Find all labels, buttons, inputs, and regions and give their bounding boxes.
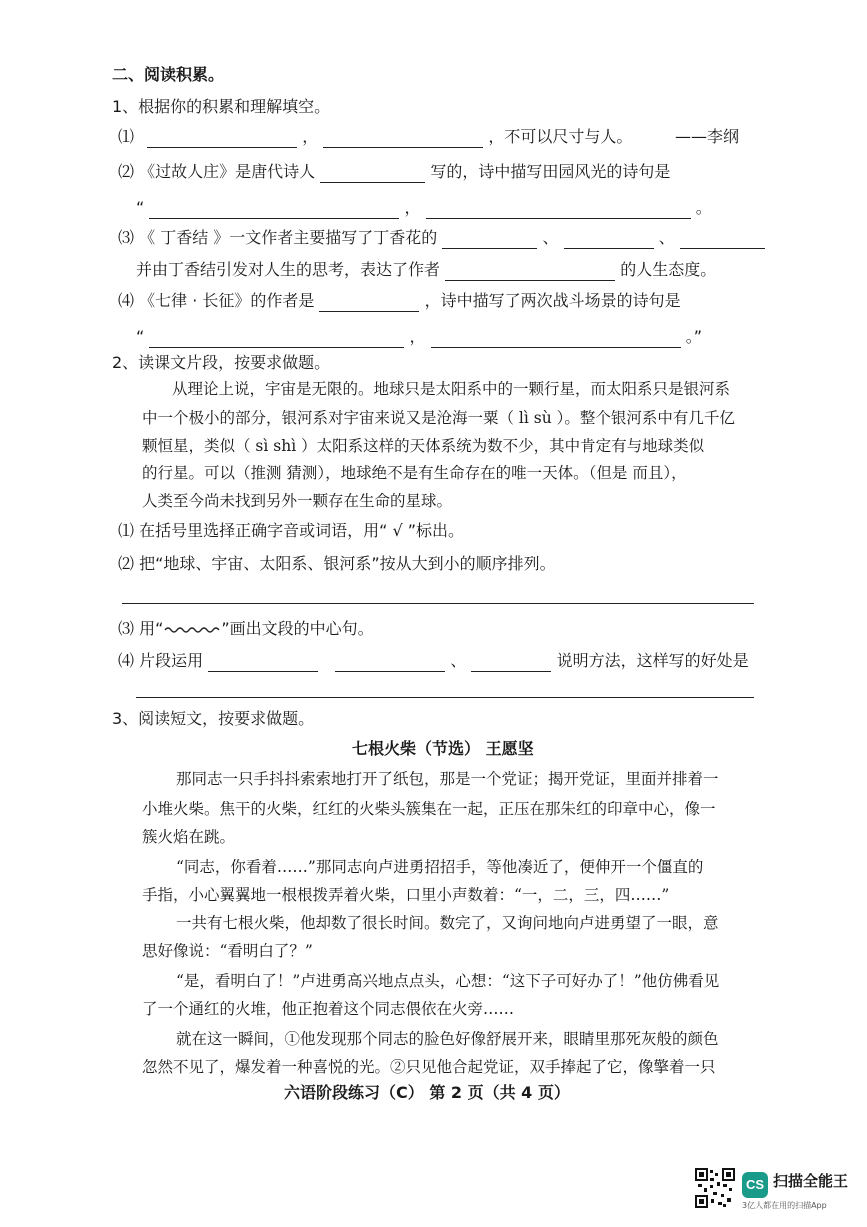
end-mark: 。 (695, 198, 712, 217)
blank[interactable] (149, 200, 399, 219)
blank[interactable] (426, 200, 691, 219)
q1-p3-text-a: 《 丁香结 》一文作者主要描写了丁香花的 (139, 228, 438, 247)
q2-sub3-a: ⑶ 用“ (118, 619, 164, 638)
article-line: 忽然不见了，爆发着一种喜悦的光。②只见他合起党证，双手捧起了它，像擎着一只 (142, 1058, 716, 1076)
article-line: 那同志一只手抖抖索索地打开了纸包，那是一个党证；揭开党证，里面并排着一 (176, 770, 719, 788)
q1-p4-text-b: ，诗中描写了两次战斗场景的诗句是 (424, 291, 681, 310)
q3-title: 3、阅读短文，按要求做题。 (112, 709, 315, 728)
page-footer: 六语阶段练习（C） 第 2 页（共 4 页） (284, 1083, 570, 1102)
separator: 、 (450, 651, 467, 670)
blank[interactable] (564, 230, 654, 249)
q2-title: 2、读课文片段，按要求做题。 (112, 353, 331, 372)
answer-line[interactable] (136, 697, 754, 698)
article-line: 小堆火柴。焦干的火柴，红红的火柴头簇集在一起，正压在那朱红的印章中心，像一 (142, 800, 716, 818)
blank[interactable] (445, 262, 615, 281)
separator: 、 (658, 228, 675, 247)
blank[interactable] (149, 329, 404, 348)
q2-passage-line: 中一个极小的部分，银河系对宇宙来说又是沧海一粟（ lì sù ）。整个银河系中有几千亿 (142, 409, 735, 427)
comma: ， (302, 127, 319, 146)
comma: ， (409, 327, 426, 346)
blank[interactable] (208, 653, 318, 672)
q1-title: 1、根据你的积累和理解填空。 (112, 97, 331, 116)
q1-p2-text-b: 写的，诗中描写田园风光的诗句是 (430, 162, 671, 181)
blank[interactable] (471, 653, 551, 672)
blank[interactable] (431, 329, 681, 348)
blank[interactable] (323, 129, 483, 148)
blank[interactable] (442, 230, 537, 249)
quote-open: “ (136, 198, 145, 217)
q2-sub4-a: ⑷ 片段运用 (118, 651, 204, 670)
article-line: 一共有七根火柴，他却数了很长时间。数完了，又询问地向卢进勇望了一眼，意 (176, 914, 719, 932)
q2-passage-line: 颗恒星，类似（ sì shì ）太阳系这样的天体系统为数不少，其中肯定有与地球类似 (142, 437, 705, 455)
article-line: 就在这一瞬间，①他发现那个同志的脸色好像舒展开来，眼睛里那死灰般的颜色 (176, 1030, 719, 1048)
q1-p4 (118, 290, 681, 312)
blank[interactable] (319, 293, 419, 312)
q2-passage-line: 的行星。可以（推测 猜测），地球绝不是有生命存在的唯一天体。（但是 而且）， (142, 464, 687, 482)
camscanner-logo: CS (742, 1172, 768, 1198)
blank[interactable] (147, 129, 297, 148)
blank[interactable] (335, 653, 445, 672)
article-line: “同志，你看着……”那同志向卢进勇招招手，等他凑近了，便伸开一个僵直的 (176, 858, 704, 876)
q1-p4-num: ⑷ (118, 291, 135, 310)
q1-p3-line2 (136, 259, 716, 281)
blank[interactable] (320, 164, 425, 183)
section-heading: 二、阅读积累。 (112, 65, 225, 84)
q2-sub1: ⑴ 在括号里选择正确字音或词语，用“ √ ”标出。 (118, 521, 465, 540)
q2-sub2: ⑵ 把“地球、宇宙、太阳系、银河系”按从大到小的顺序排列。 (118, 554, 556, 573)
end-mark: 。” (685, 327, 702, 346)
article-line: “是，看明白了！”卢进勇高兴地点点头，心想：“这下子可好办了！”他仿佛看见 (176, 972, 720, 990)
q2-passage-line: 人类至今尚未找到另外一颗存在生命的星球。 (142, 492, 453, 510)
blank[interactable] (680, 230, 765, 249)
wavy-line-icon (163, 625, 221, 635)
q1-p1-num: ⑴ (118, 127, 135, 146)
q1-p3-num: ⑶ (118, 228, 135, 247)
q2-sub4 (118, 650, 749, 672)
comma: ， (404, 198, 421, 217)
q2-passage-line: 从理论上说，宇宙是无限的。地球只是太阳系中的一颗行星，而太阳系只是银河系 (172, 380, 731, 398)
answer-line[interactable] (122, 603, 754, 604)
q1-p1-author: ——李纲 (675, 127, 740, 146)
q1-p3 (118, 227, 765, 249)
q1-p2-answer (136, 197, 712, 219)
article-line: 簇火焰在跳。 (142, 828, 236, 846)
camscanner-name: 扫描全能王 (773, 1172, 849, 1190)
q1-p1-text: ，不可以尺寸与人。 (488, 127, 633, 146)
q1-p3-line2-b: 的人生态度。 (620, 260, 717, 279)
article-line: 了一个通红的火堆，他正抱着这个同志偎依在火旁…… (142, 1000, 515, 1018)
separator: 、 (542, 228, 559, 247)
qr-code-icon (695, 1168, 735, 1208)
q1-p4-answer (136, 326, 702, 348)
q1-p1 (118, 126, 632, 148)
q2-sub4-b: 说明方法，这样写的好处是 (556, 651, 749, 670)
quote-open: “ (136, 327, 145, 346)
q2-sub3-b: ”画出文段的中心句。 (221, 619, 374, 638)
q1-p2-num: ⑵ (118, 162, 135, 181)
article-line: 思好像说：“看明白了？” (142, 942, 313, 960)
article-line: 手指，小心翼翼地一根根拨弄着火柴，口里小声数着：“一，二，三，四……” (142, 886, 670, 904)
q1-p2 (118, 161, 670, 183)
q2-sub3 (118, 618, 374, 640)
q1-p3-line2-a: 并由丁香结引发对人生的思考，表达了作者 (136, 260, 441, 279)
q1-p2-text-a: 《过故人庄》是唐代诗人 (139, 162, 316, 181)
q1-p4-text-a: 《七律 · 长征》的作者是 (139, 291, 315, 310)
article-title: 七根火柴（节选） 王愿坚 (352, 739, 534, 758)
camscanner-tagline: 3亿人都在用的扫描App (742, 1201, 827, 1210)
